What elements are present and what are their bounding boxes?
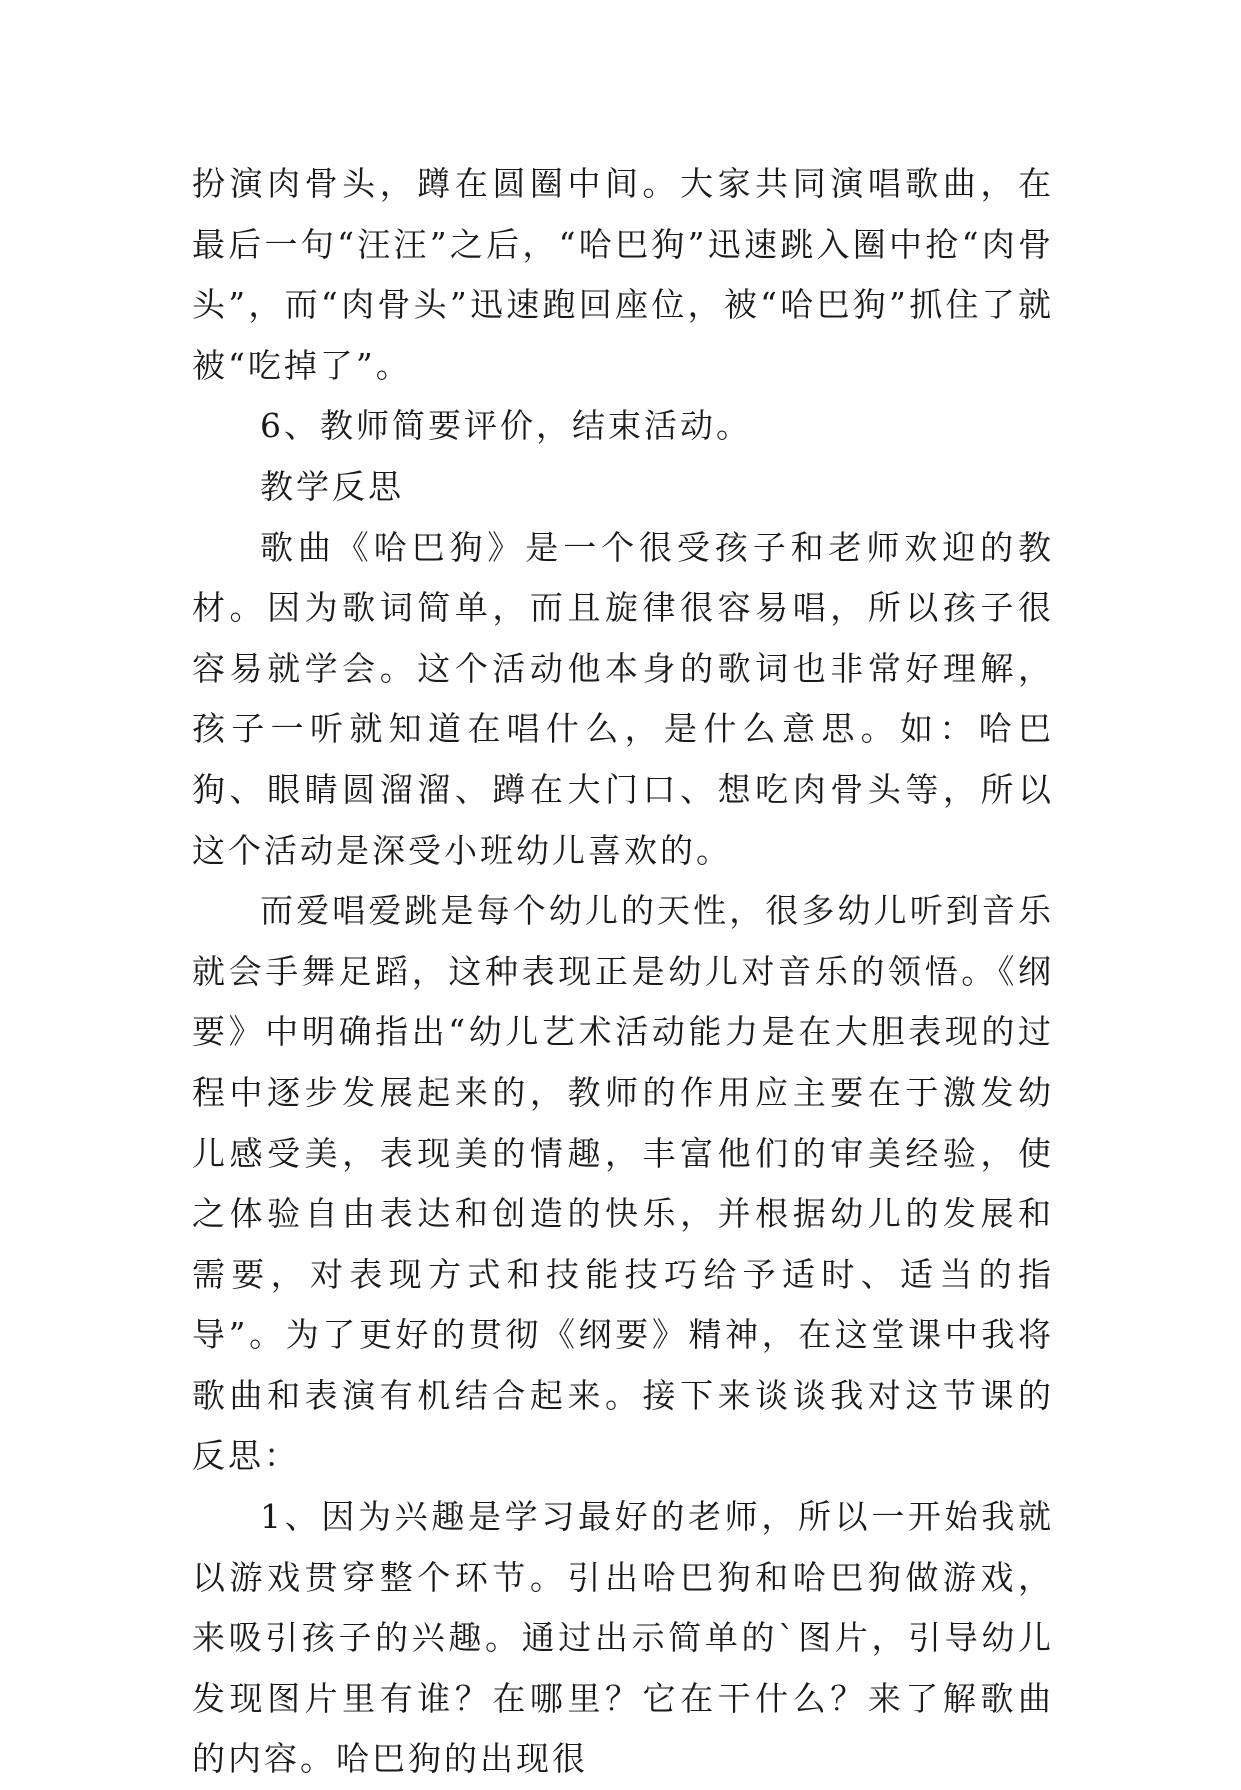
paragraph-reflection-intro: 歌曲《哈巴狗》是一个很受孩子和老师欢迎的教材。因为歌词简单，而且旋律很容易唱，所以孩子很容易就学会。这个活动他本身的歌词也非常好理解，孩子一听就知道在唱什么，是什么意思。如：哈巴狗、眼睛圆溜溜、蹲在大门口、想吃肉骨头等，所以这个活动是深受小班幼儿喜欢的。: [192, 527, 1054, 870]
document-body: [192, 154, 1054, 1790]
paragraph-game-rules: 扮演肉骨头，蹲在圆圈中间。大家共同演唱歌曲，在最后一句“汪汪”之后，“哈巴狗”迅速跳入圈中抢“肉骨头”，而“肉骨头”迅速跑回座位，被“哈巴狗”抓住了就被“吃掉了”。: [192, 164, 1054, 385]
paragraph-step-6: 6、教师简要评价，结束活动。: [260, 406, 752, 446]
section-heading-reflection: 教学反思: [260, 466, 404, 506]
paragraph-reflection-outline: 而爱唱爱跳是每个幼儿的天性，很多幼儿听到音乐就会手舞足蹈，这种表现正是幼儿对音乐的领悟。《纲要》中明确指出“幼儿艺术活动能力是在大胆表现的过程中逐步发展起来的，教师的作用应主要在于激发幼儿感受美，表现美的情趣，丰富他们的审美经验，使之体验自由表达和创造的快乐，并根据幼儿的发展和需要，对表现方式和技能技巧给予适时、适当的指导”。为了更好的贯彻《纲要》精神，在这堂课中我将歌曲和表演有机结合起来。接下来谈谈我对这节课的反思：: [192, 891, 1054, 1476]
paragraph-reflection-point-1: 1、因为兴趣是学习最好的老师，所以一开始我就以游戏贯穿整个环节。引出哈巴狗和哈巴狗做游戏，来吸引孩子的兴趣。通过出示简单的`图片，引导幼儿发现图片里有谁？在哪里？它在干什么？来了解歌曲的内容。哈巴狗的出现很: [192, 1497, 1054, 1779]
